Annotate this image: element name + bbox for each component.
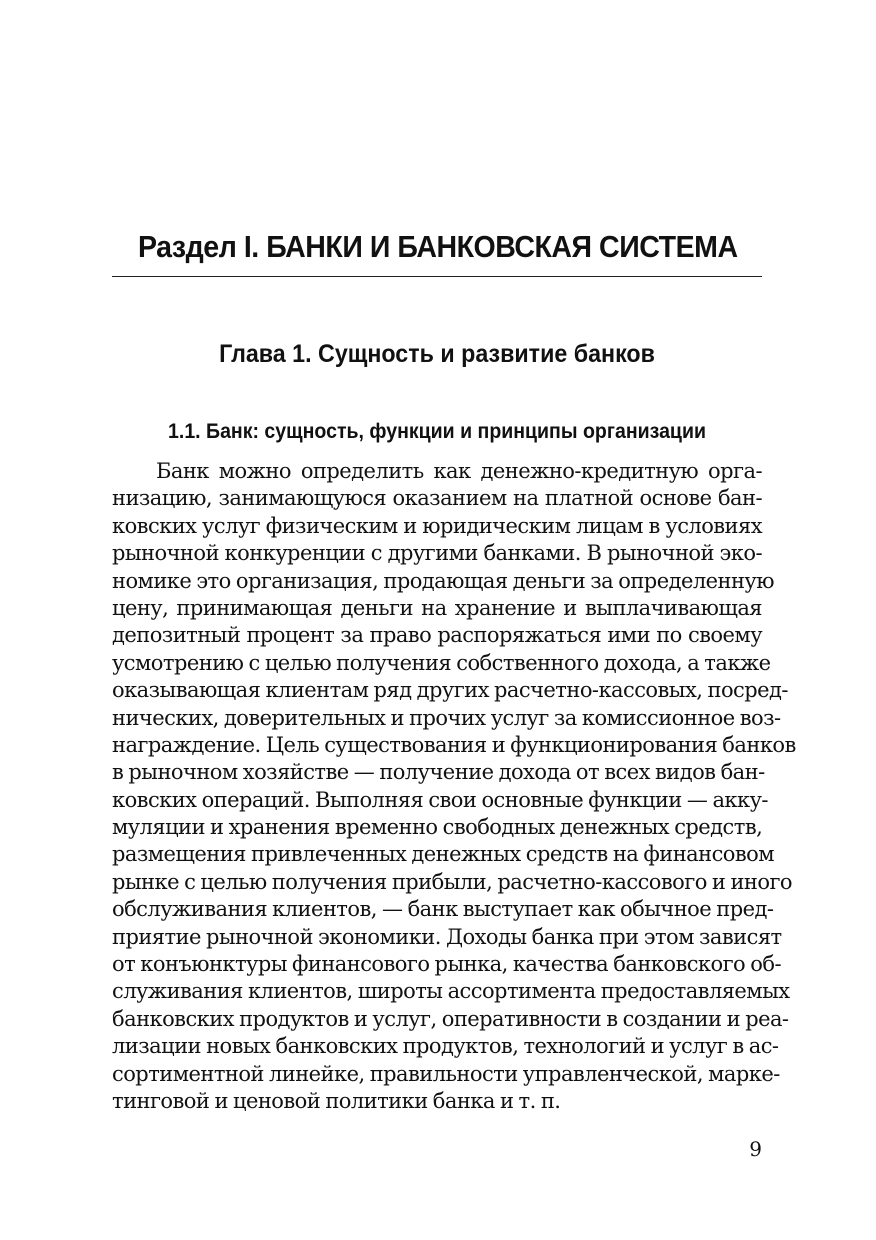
- paragraph-line: усмотрению с целью получения собственного дохода, а также: [112, 650, 771, 675]
- paragraph-line: рыночной конкуренции с другими банками. В рыночной эко-: [112, 541, 762, 566]
- page-number: 9: [749, 1137, 762, 1161]
- paragraph-line: награждение. Цель существования и функционирования банков: [112, 732, 796, 757]
- paragraph-line: низацию, занимающуюся оказанием на платной основе бан-: [112, 486, 762, 511]
- section-title: Раздел I. БАНКИ И БАНКОВСКАЯ СИСТЕМА: [138, 229, 738, 264]
- paragraph-line: рынке с целью получения прибыли, расчетно-кассового и иного: [112, 869, 793, 894]
- paragraph-line: приятие рыночной экономики. Доходы банка при этом зависят: [112, 924, 782, 949]
- paragraph-line: обслуживания клиентов, — банк выступает как обычное пред-: [112, 897, 774, 922]
- paragraph-line: цену, принимающая деньги на хранение и выплачивающая: [112, 595, 762, 620]
- paragraph-line: ковских услуг физическим и юридическим лицам в условиях: [112, 513, 762, 538]
- paragraph-line: служивания клиентов, широты ассортимента предоставляемых: [112, 979, 790, 1004]
- paragraph-line: ковских операций. Выполняя свои основные функции — акку-: [112, 787, 768, 812]
- paragraph-line: номике это организация, продающая деньги за определенную: [112, 568, 774, 593]
- paragraph-line: банковских продуктов и услуг, оперативности в создании и реа-: [112, 1006, 789, 1031]
- subsection-title: 1.1. Банк: сущность, функции и принципы организации: [168, 420, 706, 443]
- paragraph-line: оказывающая клиентам ряд других расчетно-кассовых, посред-: [112, 678, 788, 703]
- body-paragraph: [112, 458, 796, 1115]
- paragraph-line: депозитный процент за право распоряжаться ими по своему: [112, 623, 762, 648]
- paragraph-line: тинговой и ценовой политики банка и т. п.: [112, 1088, 561, 1113]
- paragraph-line: нических, доверительных и прочих услуг за комиссионное воз-: [112, 705, 781, 730]
- paragraph-line: сортиментной линейке, правильности управленческой, марке-: [112, 1061, 780, 1086]
- chapter-title: Глава 1. Сущность и развитие банков: [219, 340, 655, 368]
- paragraph-line: от конъюнктуры финансового рынка, качества банковского об-: [112, 952, 781, 977]
- paragraph-line: лизации новых банковских продуктов, технологий и услуг в ас-: [112, 1034, 779, 1059]
- paragraph-line: в рыночном хозяйстве — получение дохода от всех видов бан-: [112, 760, 765, 785]
- section-divider: [112, 276, 762, 277]
- paragraph-line: муляции и хранения временно свободных денежных средств,: [112, 815, 763, 840]
- paragraph-line: размещения привлеченных денежных средств на финансовом: [112, 842, 775, 867]
- paragraph-line: Банк можно определить как денежно-кредитную орга-: [156, 459, 762, 483]
